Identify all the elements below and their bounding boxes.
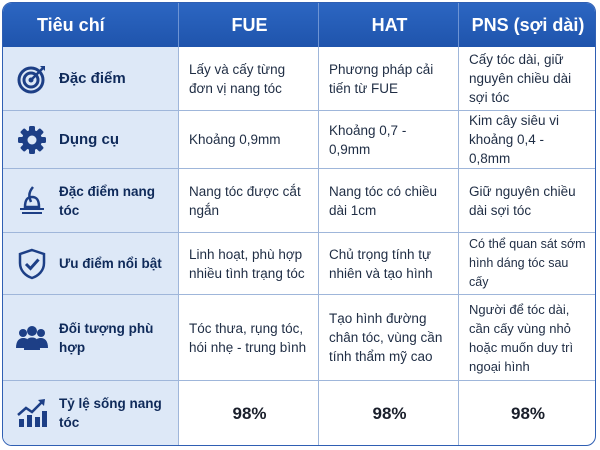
growth-chart-icon: [15, 396, 49, 430]
criterion-cell: [3, 111, 179, 169]
target-icon: [15, 62, 49, 96]
pns-cell: Giữ nguyên chiều dài sợi tóc: [459, 169, 595, 233]
header-criteria: Tiêu chí: [3, 3, 179, 47]
header-fue: FUE: [179, 3, 319, 47]
fue-cell: Nang tóc được cắt ngắn: [179, 169, 319, 233]
hat-cell: 98%: [319, 381, 459, 445]
pns-cell: Cấy tóc dài, giữ nguyên chiều dài sợi tóc: [459, 47, 595, 111]
criterion-cell: [3, 295, 179, 381]
pns-cell: Kim cây siêu vi khoảng 0,4 - 0,8mm: [459, 111, 595, 169]
criterion-label: Dụng cụ: [59, 131, 119, 148]
header-hat: HAT: [319, 3, 459, 47]
fue-cell: Linh hoạt, phù hợp nhiều tình trạng tóc: [179, 233, 319, 295]
hat-cell: Nang tóc có chiều dài 1cm: [319, 169, 459, 233]
fue-cell: Lấy và cấy từng đơn vị nang tóc: [179, 47, 319, 111]
group-people-icon: [15, 321, 49, 355]
criterion-label: Đặc điểm nang tóc: [59, 183, 156, 218]
hat-cell: Phương pháp cải tiến từ FUE: [319, 47, 459, 111]
fue-cell: 98%: [179, 381, 319, 445]
criterion-label: Tỷ lệ sống nang tóc: [59, 396, 162, 430]
criterion-label: Ưu điểm nổi bật: [59, 256, 162, 271]
shield-check-icon: [15, 247, 49, 281]
pns-cell: Có thể quan sát sớm hình dáng tóc sau cấy: [459, 233, 595, 295]
header-pns: PNS (sợi dài): [459, 3, 595, 47]
criterion-cell: [3, 47, 179, 111]
criterion-label: Đối tượng phù hợp: [59, 320, 154, 355]
comparison-table: [2, 2, 596, 446]
pns-cell: 98%: [510, 403, 546, 423]
criterion-cell: [3, 233, 179, 295]
hat-cell: Chủ trọng tính tự nhiên và tạo hình: [319, 233, 459, 295]
hat-cell: Tạo hình đường chân tóc, vùng cần tính thẩm mỹ cao: [319, 295, 459, 381]
hat-cell: Khoảng 0,7 - 0,9mm: [319, 111, 459, 169]
criterion-cell: [3, 381, 179, 445]
fue-cell: Tóc thưa, rụng tóc, hói nhẹ - trung bình: [179, 295, 319, 381]
hair-follicle-icon: [15, 184, 49, 218]
criterion-label: Đặc điểm: [59, 70, 126, 87]
pns-cell: Người để tóc dài, cần cấy vùng nhỏ hoặc muốn duy trì ngoại hình: [459, 295, 595, 381]
gear-icon: [15, 123, 49, 157]
criterion-cell: [3, 169, 179, 233]
fue-cell: Khoảng 0,9mm: [179, 111, 319, 169]
